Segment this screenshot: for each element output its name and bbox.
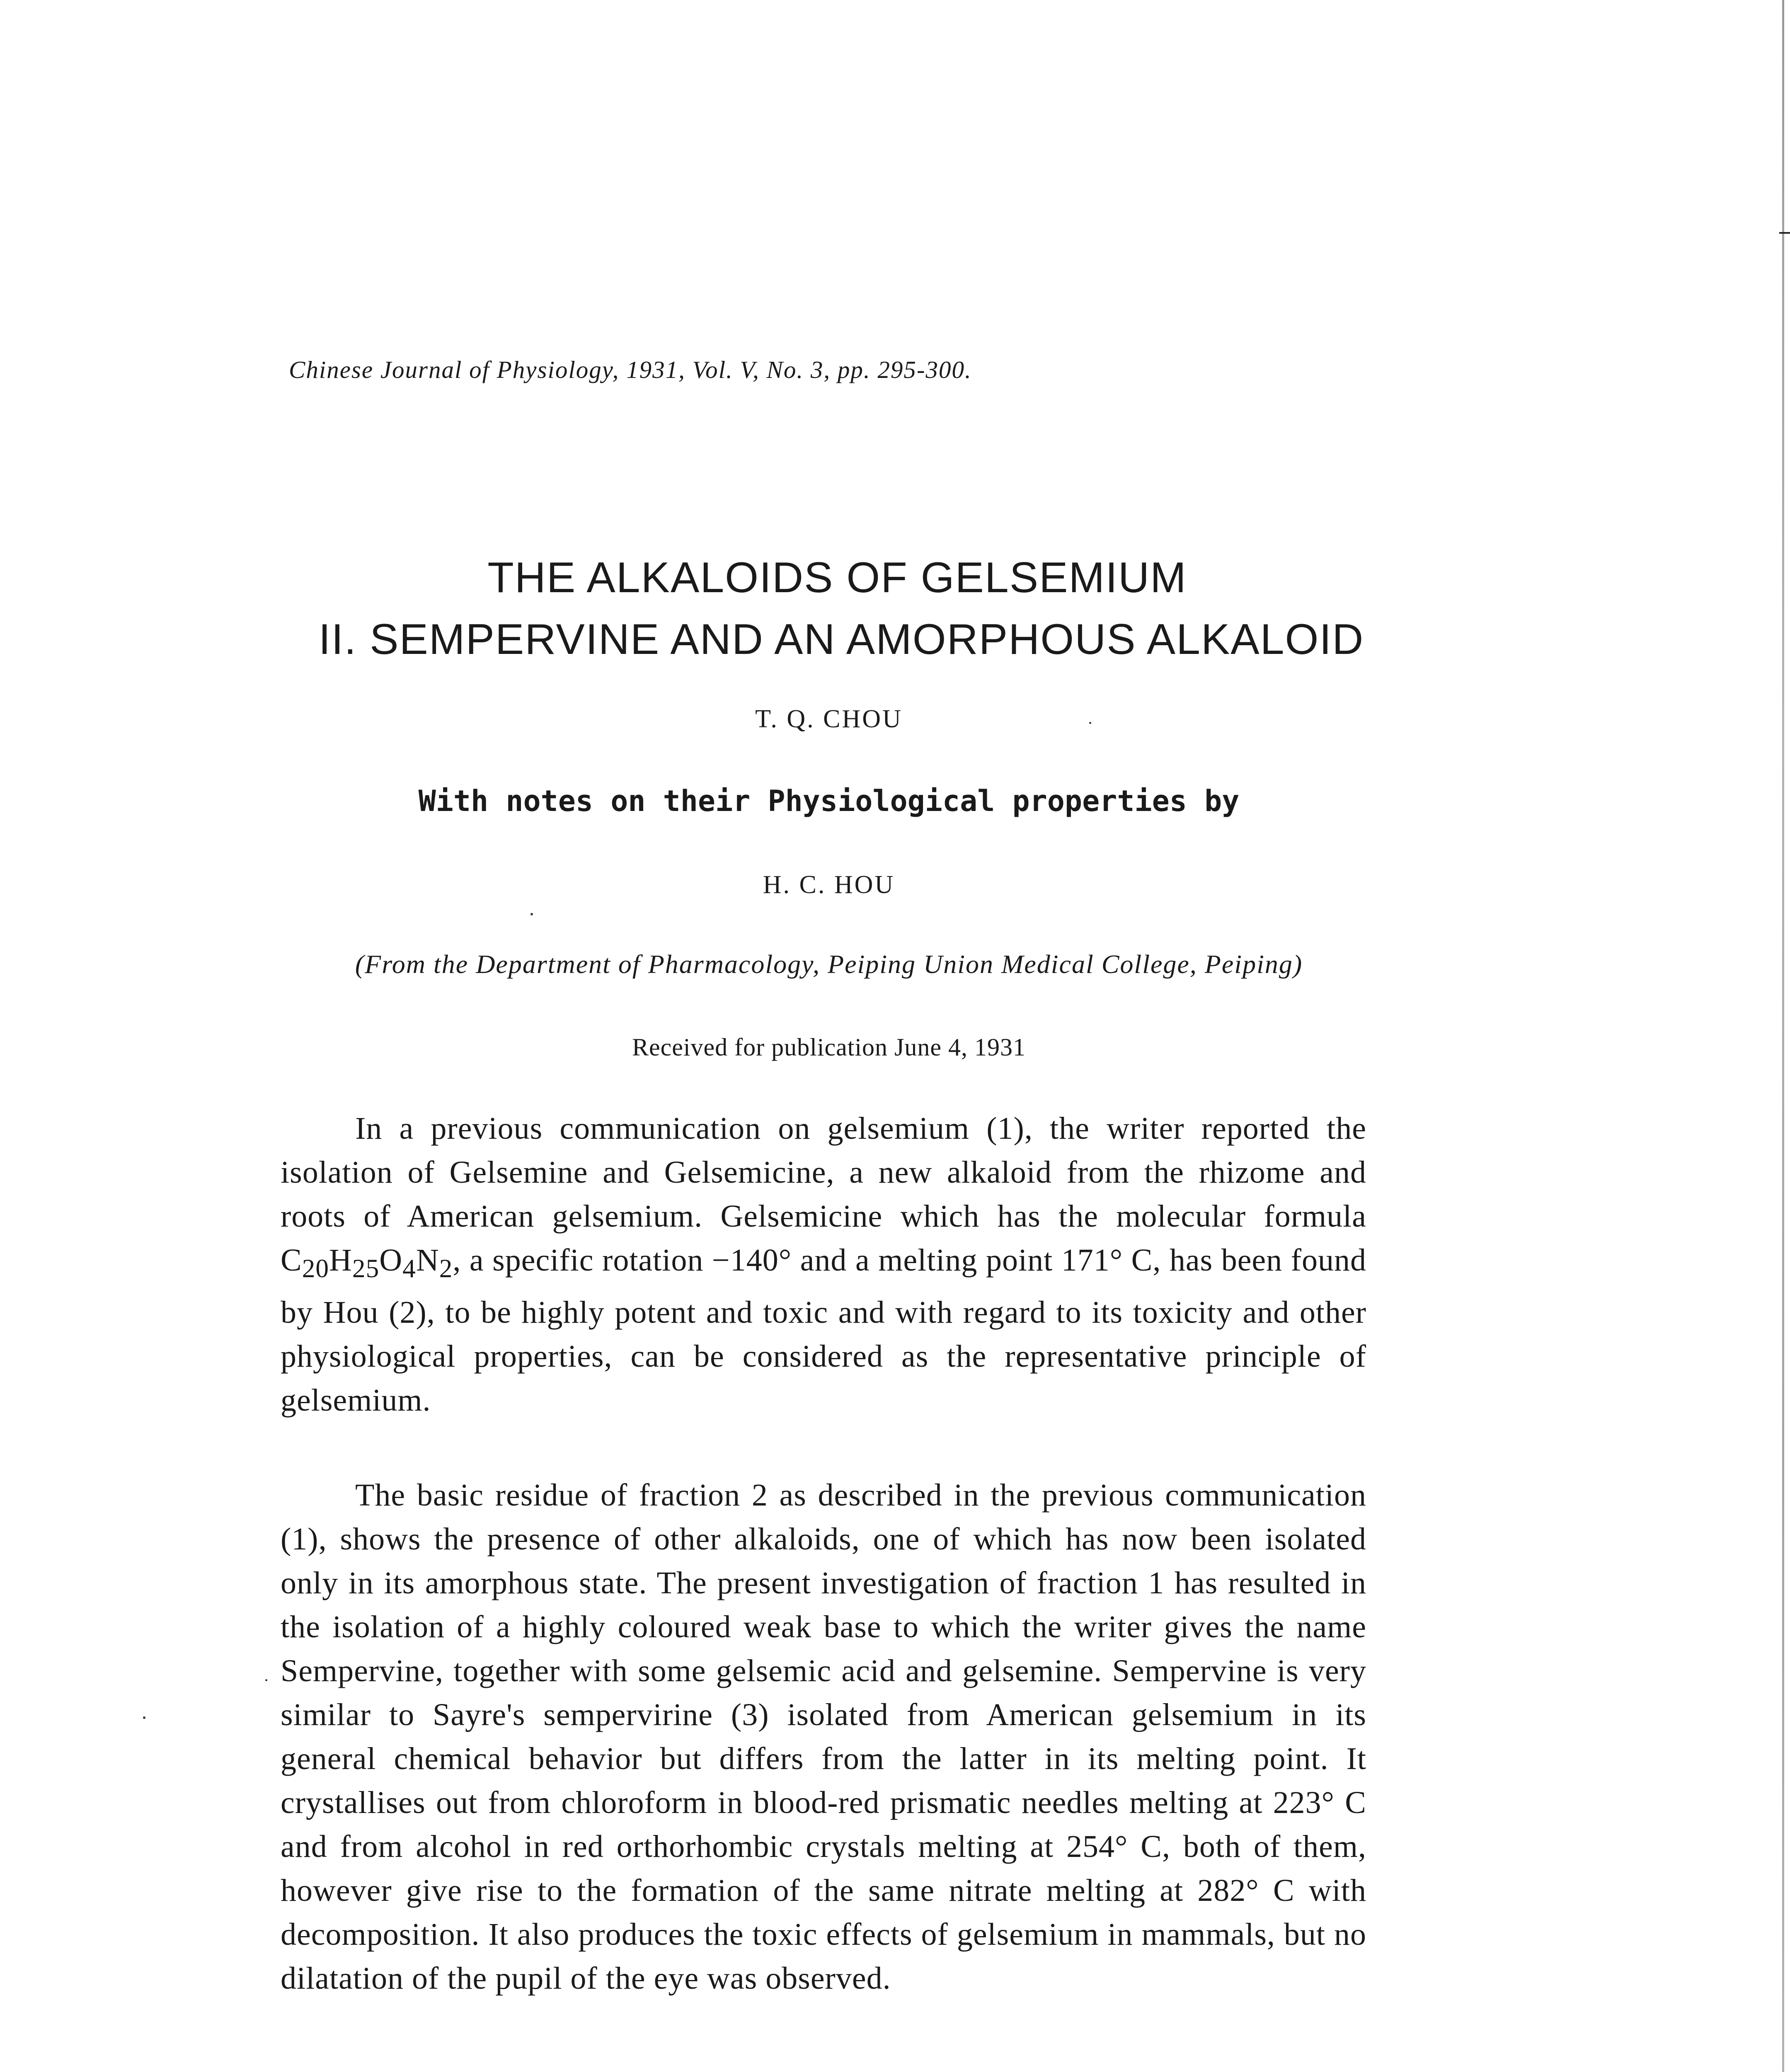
affiliation: (From the Department of Pharmacology, Peiping Union Medical College, Peiping) bbox=[355, 949, 1303, 979]
formula-subscript: 25 bbox=[352, 1254, 380, 1283]
scanned-page-edge bbox=[1782, 0, 1784, 2072]
notes-byline: With notes on their Physiological properties by bbox=[418, 784, 1240, 818]
paragraph-1-text: In a previous communication on gelsemium (1), the writer reported the isolation of Gelsemine and Gelsemicine, a new alkaloid from the rhizome and roots of American gelsemium. Gelsemicine which has the molecular formula C bbox=[281, 1111, 1366, 1278]
scan-speck bbox=[530, 913, 533, 915]
article-title-line2: II. SEMPERVINE AND AN AMORPHOUS ALKALOID bbox=[318, 615, 1364, 663]
paragraph-1-text-continued: , a specific rotation −140° and a melting point 171° C, has been found by Hou (2), to be highly potent and toxic and with regard to its toxicity and other physiological properties, can be considered as the representative principle of gelsemium. bbox=[281, 1243, 1366, 1418]
body-paragraph-2: The basic residue of fraction 2 as described in the previous communication (1), shows the presence of other alkaloids, one of which has now been isolated only in its amorphous state. The present investigation of fraction 1 has resulted in the isolation of a highly coloured weak base to which the writer gives the name Sempervine, together with some gelsemic acid and gelsemine. Sempervine is very similar to Sayre's sempervirine (3) isolated from American gelsemium in its general chemical behavior but differs from the latter in its melting point. It crystallises out from chloroform in blood-red prismatic needles melting at 223° C and from alcohol in red orthorhombic crystals melting at 254° C, both of them, however give rise to the formation of the same nitrate melting at 282° C with decomposition. It also produces the toxic effects of gelsemium in mammals, but no dilatation of the pupil of the eye was observed. bbox=[281, 1478, 1366, 1996]
formula-subscript: 4 bbox=[402, 1254, 416, 1283]
body-paragraph-1 bbox=[281, 1106, 1366, 1422]
scan-speck bbox=[1089, 722, 1091, 724]
scan-speck bbox=[143, 1716, 145, 1719]
formula-subscript: 2 bbox=[439, 1254, 453, 1283]
formula-element: O bbox=[379, 1243, 403, 1278]
author-secondary: H. C. HOU bbox=[763, 871, 895, 899]
formula-element: H bbox=[329, 1243, 352, 1278]
author-primary: T. Q. CHOU bbox=[755, 705, 903, 733]
page-edge-mark bbox=[1779, 232, 1790, 234]
article-title-line1: THE ALKALOIDS OF GELSEMIUM bbox=[487, 554, 1187, 602]
received-date: Received for publication June 4, 1931 bbox=[632, 1034, 1026, 1061]
formula-element: N bbox=[416, 1243, 439, 1278]
formula-subscript: 20 bbox=[302, 1254, 329, 1283]
journal-citation: Chinese Journal of Physiology, 1931, Vol. V, No. 3, pp. 295-300. bbox=[289, 356, 972, 383]
scan-speck bbox=[265, 1679, 267, 1681]
